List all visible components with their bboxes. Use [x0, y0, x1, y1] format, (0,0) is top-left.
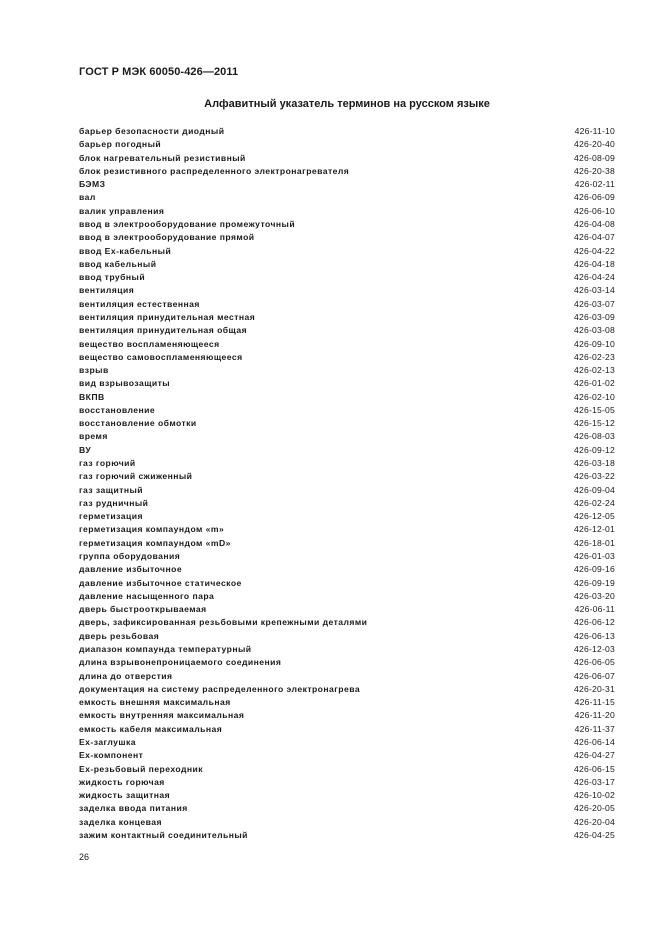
term-label: газ рудничный	[79, 497, 149, 508]
term-label: дверь резьбовая	[79, 630, 160, 641]
term-row	[79, 218, 615, 231]
term-label: документация на систему распределенного электронагрева	[79, 683, 361, 694]
term-code: 426-02-10	[574, 391, 615, 402]
term-row	[79, 550, 615, 563]
term-label: длина до отверстия	[79, 670, 173, 681]
term-row	[79, 616, 615, 629]
term-code: 426-09-12	[574, 444, 615, 455]
term-row	[79, 484, 615, 497]
term-row	[79, 763, 615, 776]
term-label: ввод кабельный	[79, 258, 157, 269]
term-row	[79, 338, 615, 351]
term-code: 426-04-27	[574, 750, 615, 761]
term-code: 426-20-38	[574, 165, 615, 176]
term-code: 426-20-40	[574, 139, 615, 150]
term-code: 426-06-13	[574, 630, 615, 641]
term-row	[79, 603, 615, 616]
term-row	[79, 351, 615, 364]
term-label: вентиляция естественная	[79, 298, 200, 309]
term-label: группа оборудования	[79, 551, 181, 561]
term-code: 426-06-05	[574, 657, 615, 668]
term-label: ввод трубный	[79, 272, 146, 283]
term-label: вентиляция принудительная общая	[79, 325, 248, 336]
term-row	[79, 643, 615, 656]
term-code: 426-12-03	[574, 643, 615, 654]
term-code: 426-10-02	[574, 790, 615, 801]
term-label: газ защитный	[79, 484, 144, 495]
term-label: восстановление обмотки	[79, 418, 197, 429]
term-label: валик управления	[79, 205, 165, 216]
term-code: 426-03-09	[574, 311, 615, 322]
term-code: 426-11-20	[574, 710, 615, 721]
term-row	[79, 178, 615, 191]
term-label: давление избыточное	[79, 564, 183, 575]
term-label: вещество самовоспламеняющееся	[79, 351, 243, 362]
term-label: вещество воспламеняющееся	[79, 338, 220, 349]
term-label: барьер безопасности диодный	[79, 126, 225, 136]
term-code: 426-06-12	[574, 617, 615, 628]
term-row	[79, 284, 615, 297]
term-row	[79, 271, 615, 284]
term-row	[79, 590, 615, 603]
term-row	[79, 656, 615, 669]
term-label: время	[79, 431, 108, 442]
term-code: 426-20-04	[574, 816, 615, 827]
term-code: 426-04-22	[574, 245, 615, 256]
term-row	[79, 404, 615, 417]
term-label: заделка концевая	[79, 816, 162, 827]
term-code: 426-04-24	[574, 272, 615, 283]
term-code: 426-09-16	[574, 564, 615, 575]
term-label: длина взрывонепроницаемого соединения	[79, 657, 282, 668]
term-row	[79, 816, 615, 829]
term-code: 426-03-22	[574, 471, 615, 482]
term-label: вентиляция принудительная местная	[79, 311, 256, 322]
term-code: 426-06-15	[574, 763, 615, 774]
term-row	[79, 802, 615, 815]
term-code: 426-04-25	[574, 829, 615, 840]
term-row	[79, 470, 615, 483]
term-label: взрыв	[79, 365, 109, 376]
term-label: дверь, зафиксированная резьбовыми крепежными деталями	[79, 617, 368, 628]
term-code: 426-02-23	[574, 351, 615, 362]
term-code: 426-08-09	[574, 152, 615, 163]
term-code: 426-04-07	[574, 232, 615, 243]
term-index-list	[79, 125, 615, 842]
term-label: диапазон компаунда температурный	[79, 643, 252, 654]
term-code: 426-12-05	[574, 511, 615, 522]
term-label: емкость внутренняя максимальная	[79, 710, 245, 721]
term-label: газ горючий сжиженный	[79, 471, 193, 482]
term-label: вид взрывозащиты	[79, 378, 171, 389]
term-label: Ex-компонент	[79, 750, 144, 761]
term-code: 426-20-05	[574, 803, 615, 814]
term-label: давление избыточное статическое	[79, 577, 242, 588]
term-row	[79, 152, 615, 165]
page-number: 26	[79, 852, 90, 862]
term-code: 426-11-37	[574, 723, 615, 734]
term-label: дверь быстрооткрываемая	[79, 604, 207, 615]
term-code: 426-06-07	[574, 670, 615, 681]
term-label: БЭМЗ	[79, 179, 106, 190]
term-label: емкость внешняя максимальная	[79, 697, 231, 708]
term-row	[79, 776, 615, 789]
term-row	[79, 457, 615, 470]
term-label: герметизация компаундом «m»	[79, 524, 225, 535]
term-row	[79, 696, 615, 709]
term-row	[79, 191, 615, 204]
term-code: 426-11-15	[574, 697, 615, 708]
term-row	[79, 391, 615, 404]
term-label: ввод Ex-кабельный	[79, 245, 172, 256]
term-label: ввод в электрооборудование прямой	[79, 232, 255, 243]
term-code: 426-04-08	[574, 218, 615, 229]
term-label: ВКПВ	[79, 391, 105, 402]
term-label: Ex-заглушка	[79, 736, 136, 747]
term-code: 426-11-10	[574, 126, 615, 136]
term-code: 426-01-02	[574, 378, 615, 389]
term-code: 426-06-11	[574, 604, 615, 615]
term-code: 426-09-10	[574, 338, 615, 349]
term-label: ввод в электрооборудование промежуточный	[79, 218, 296, 229]
term-code: 426-02-24	[574, 497, 615, 508]
term-row	[79, 377, 615, 390]
term-label: емкость кабеля максимальная	[79, 723, 223, 734]
term-code: 426-02-13	[574, 365, 615, 376]
term-row	[79, 537, 615, 550]
term-row	[79, 683, 615, 696]
term-code: 426-03-20	[574, 590, 615, 601]
term-code: 426-03-14	[574, 285, 615, 296]
document-code: ГОСТ Р МЭК 60050-426—2011	[79, 66, 239, 78]
term-code: 426-02-11	[574, 179, 615, 190]
term-row	[79, 749, 615, 762]
term-code: 426-09-19	[574, 577, 615, 588]
term-label: герметизация	[79, 511, 143, 522]
term-row	[79, 789, 615, 802]
term-label: восстановление	[79, 404, 156, 415]
term-code: 426-06-14	[574, 736, 615, 747]
term-row	[79, 245, 615, 258]
term-code: 426-03-17	[574, 776, 615, 787]
term-label: давление насыщенного пара	[79, 590, 215, 601]
term-row	[79, 417, 615, 430]
term-row	[79, 125, 615, 138]
term-row	[79, 670, 615, 683]
term-label: заделка ввода питания	[79, 803, 188, 814]
term-label: жидкость защитная	[79, 790, 171, 801]
term-row	[79, 709, 615, 722]
term-code: 426-03-07	[574, 298, 615, 309]
term-code: 426-12-01	[574, 524, 615, 535]
term-row	[79, 324, 615, 337]
term-row	[79, 231, 615, 244]
term-row	[79, 430, 615, 443]
term-row	[79, 510, 615, 523]
term-code: 426-04-18	[574, 258, 615, 269]
term-label: блок нагревательный резистивный	[79, 152, 246, 163]
term-label: газ горючий	[79, 458, 136, 469]
term-code: 426-20-31	[574, 683, 615, 694]
term-code: 426-03-08	[574, 325, 615, 336]
term-label: вентиляция	[79, 285, 135, 296]
term-row	[79, 736, 615, 749]
term-label: жидкость горючая	[79, 776, 165, 787]
term-label: барьер погодный	[79, 139, 162, 150]
term-code: 426-15-05	[574, 404, 615, 415]
term-row	[79, 563, 615, 576]
term-row	[79, 723, 615, 736]
term-label: ВУ	[79, 444, 92, 455]
term-row	[79, 364, 615, 377]
term-row	[79, 630, 615, 643]
index-title: Алфавитный указатель терминов на русском языке	[204, 98, 490, 110]
term-row	[79, 138, 615, 151]
term-label: Ex-резьбовый переходник	[79, 763, 203, 774]
term-code: 426-06-10	[574, 205, 615, 216]
term-row	[79, 165, 615, 178]
term-label: зажим контактный соединительный	[79, 829, 248, 840]
term-code: 426-03-18	[574, 458, 615, 469]
term-label: герметизация компаундом «mD»	[79, 537, 231, 548]
term-row	[79, 829, 615, 842]
term-code: 426-01-03	[574, 551, 615, 561]
term-code: 426-09-04	[574, 484, 615, 495]
term-code: 426-18-01	[574, 537, 615, 548]
term-label: блок резистивного распределенного электронагревателя	[79, 165, 350, 176]
term-row	[79, 523, 615, 536]
term-row	[79, 311, 615, 324]
term-row	[79, 298, 615, 311]
term-row	[79, 577, 615, 590]
term-code: 426-15-12	[574, 418, 615, 429]
term-code: 426-06-09	[574, 192, 615, 203]
term-label: вал	[79, 192, 96, 203]
term-row	[79, 258, 615, 271]
term-row	[79, 444, 615, 457]
term-row	[79, 497, 615, 510]
term-row	[79, 205, 615, 218]
term-code: 426-08-03	[574, 431, 615, 442]
